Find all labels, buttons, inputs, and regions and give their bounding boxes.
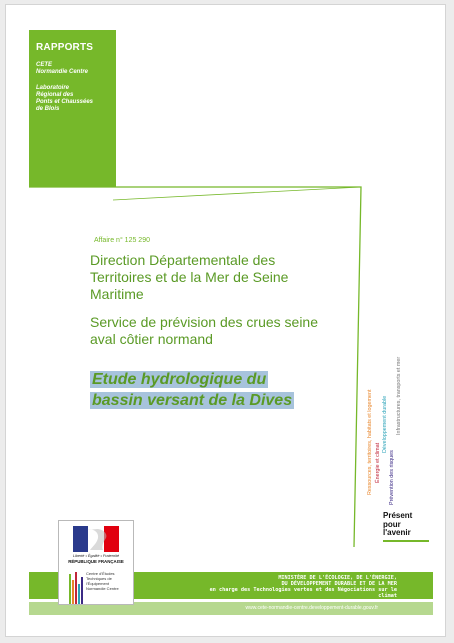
tag-ressources: Ressources, territoires, habitats et logement [367, 389, 373, 495]
study-title [90, 369, 294, 411]
laboratory-name: Laboratoire Régional des Ponts et Chaussées de Blois [36, 85, 94, 112]
tag-infrastructures: Infrastructures, transports et mer [396, 356, 402, 435]
tag-energie: Énergie et climat [375, 442, 381, 483]
rapports-sidebar-block [29, 30, 116, 187]
republic-motto: Liberté • Égalité • Fraternité [72, 554, 120, 558]
affaire-number: Affaire n° 125 290 [94, 237, 150, 244]
cete-logo-icon [69, 570, 83, 604]
cete-name: Centre d'Études Techniques de l'Équipement Normandie Centre [86, 571, 119, 591]
slogan-underline [383, 540, 429, 542]
ministry-band: MINISTÈRE DE L'ÉCOLOGIE, DE L'ÉNERGIE, DU DÉVELOPPEMENT DURABLE ET DE LA MER en charge des Technologies vertes et des Négociations sur le climat [29, 572, 433, 599]
present-pour-lavenir-slogan: Présent pour l'avenir [383, 511, 413, 537]
direction-title: Direction Départementale des Territoires et de la Mer de Seine Maritime [90, 252, 289, 302]
study-title-line-1: Etude hydrologique du [92, 371, 267, 388]
service-title: Service de prévision des crues seine aval côtier normand [90, 314, 319, 347]
cete-subtitle: CETE Normandie Centre [36, 62, 89, 75]
report-cover-page [5, 4, 446, 637]
tag-prevention: Prévention des risques [389, 450, 395, 505]
tag-developpement: Développement durable [382, 395, 388, 453]
republic-name: RÉPUBLIQUE FRANÇAISE [68, 559, 124, 564]
website-link[interactable]: www.cete-normandie-centre.developpement-durable.gouv.fr [245, 605, 378, 611]
logo-box [58, 520, 134, 605]
rapports-title: RAPPORTS [36, 42, 94, 53]
study-title-line-2: bassin versant de la Dives [92, 392, 293, 409]
marianne-logo-icon [73, 526, 119, 552]
